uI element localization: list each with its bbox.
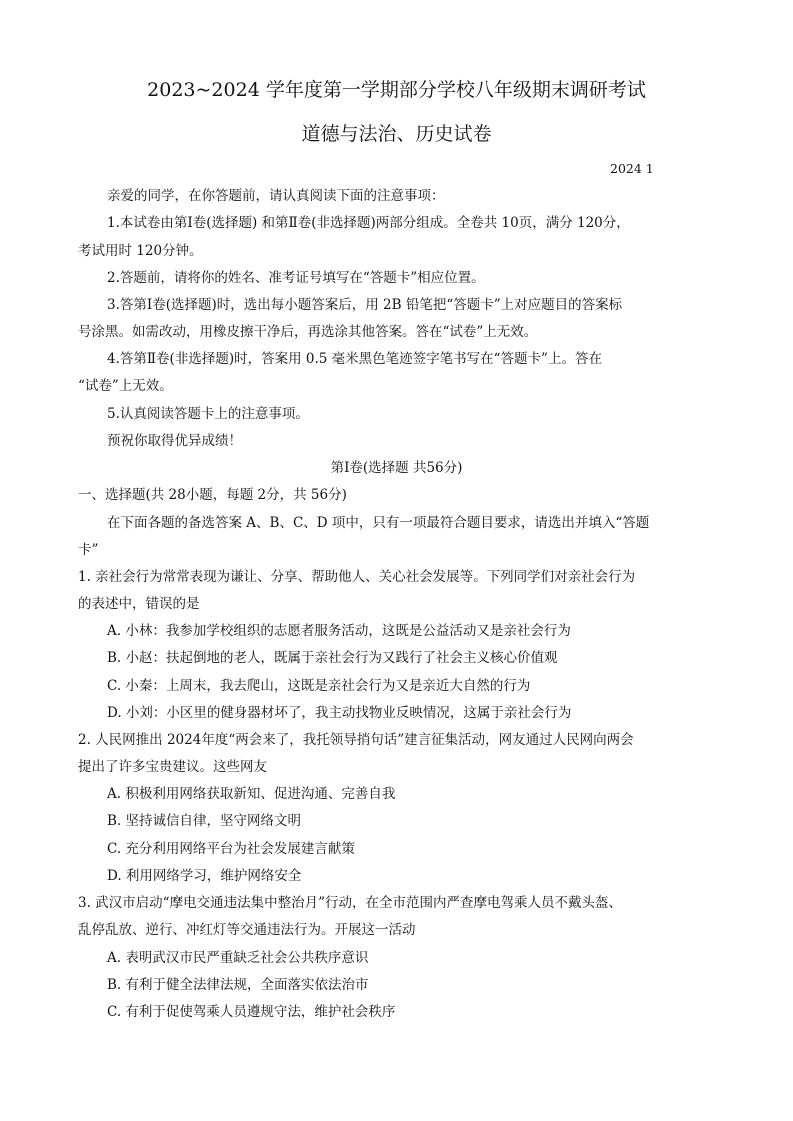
notice-item-1-cont: 考试用时 120分钟。 xyxy=(78,243,203,259)
exam-title: 2023~2024 学年度第一学期部分学校八年级期末调研考试 xyxy=(147,79,646,101)
notice-item-3-cont: 号涂黑。如需改动，用橡皮擦干净后，再选涂其他答案。答在“试卷”上无效。 xyxy=(78,324,538,340)
section-heading: 一、选择题(共 28小题，每题 2分，共 56分) xyxy=(78,487,347,503)
notice-item-1: 1.本试卷由第Ⅰ卷(选择题) 和第Ⅱ卷(非选择题)两部分组成。全卷共 10页，满分 120分， xyxy=(107,215,630,231)
question-3-option-c: C. 有利于促使驾乘人员遵规守法，维护社会秩序 xyxy=(107,1004,396,1020)
notice-greeting: 亲爱的同学，在你答题前，请认真阅读下面的注意事项： xyxy=(107,188,445,204)
question-2-stem: 2. 人民网推出 2024年度“两会来了，我托领导捎句话”建言征集活动，网友通过人民网向两会 xyxy=(78,732,634,748)
notice-item-3: 3.答第Ⅰ卷(选择题)时，选出每小题答案后，用 2B 铅笔把“答题卡”上对应题目的答案标 xyxy=(107,297,623,313)
question-3-stem-cont: 乱停乱放、逆行、冲红灯等交通违法行为。开展这一活动 xyxy=(78,922,416,938)
section-instructions: 在下面各题的备选答案 A、B、C、D 项中，只有一项最符合题目要求，请选出并填入“答题 xyxy=(107,515,650,531)
exam-subtitle: 道德与法治、历史试卷 xyxy=(301,123,492,145)
question-2-option-b: B. 坚持诚信自律，坚守网络文明 xyxy=(107,813,302,829)
question-3-option-a: A. 表明武汉市民严重缺乏社会公共秩序意识 xyxy=(107,950,369,966)
notice-wish: 预祝你取得优异成绩！ xyxy=(107,433,242,449)
question-2-stem-cont: 提出了许多宝贵建议。这些网友 xyxy=(78,759,267,775)
question-1-option-a: A. 小林：我参加学校组织的志愿者服务活动，这既是公益活动又是亲社会行为 xyxy=(107,623,571,639)
exam-date: 2024 1 xyxy=(610,161,654,176)
question-3-stem: 3. 武汉市启动“摩电交通违法集中整治月”行动，在全市范围内严查摩电驾乘人员不戴头盔、 xyxy=(78,895,622,911)
question-1-option-c: C. 小秦：上周末，我去爬山，这既是亲社会行为又是亲近大自然的行为 xyxy=(107,678,531,694)
question-2-option-d: D. 利用网络学习，维护网络安全 xyxy=(107,868,302,884)
notice-item-2: 2.答题前，请将你的姓名、准考证号填写在“答题卡”相应位置。 xyxy=(107,270,485,286)
question-1-option-b: B. 小赵：扶起倒地的老人，既属于亲社会行为又践行了社会主义核心价值观 xyxy=(107,650,558,666)
section-instructions-cont: 卡” xyxy=(78,542,99,558)
question-3-option-b: B. 有利于健全法律法规，全面落实依法治市 xyxy=(107,977,369,993)
question-1-stem-cont: 的表述中，错误的是 xyxy=(78,596,200,612)
notice-item-4: 4.答第Ⅱ卷(非选择题)时，答案用 0.5 毫米黑色笔迹签字笔书写在“答题卡”上。答在 xyxy=(107,351,602,367)
question-1-stem: 1. 亲社会行为常常表现为谦让、分享、帮助他人、关心社会发展等。下列同学们对亲社会行为 xyxy=(78,569,636,585)
notice-item-5: 5.认真阅读答题卡上的注意事项。 xyxy=(107,406,309,422)
question-2-option-a: A. 积极利用网络获取新知、促进沟通、完善自我 xyxy=(107,786,396,802)
question-2-option-c: C. 充分利用网络平台为社会发展建言献策 xyxy=(107,841,355,857)
question-1-option-d: D. 小刘：小区里的健身器材坏了，我主动找物业反映情况，这属于亲社会行为 xyxy=(107,705,572,721)
part1-heading: 第Ⅰ卷(选择题 共56分) xyxy=(330,460,463,476)
notice-item-4-cont: “试卷”上无效。 xyxy=(78,378,173,394)
